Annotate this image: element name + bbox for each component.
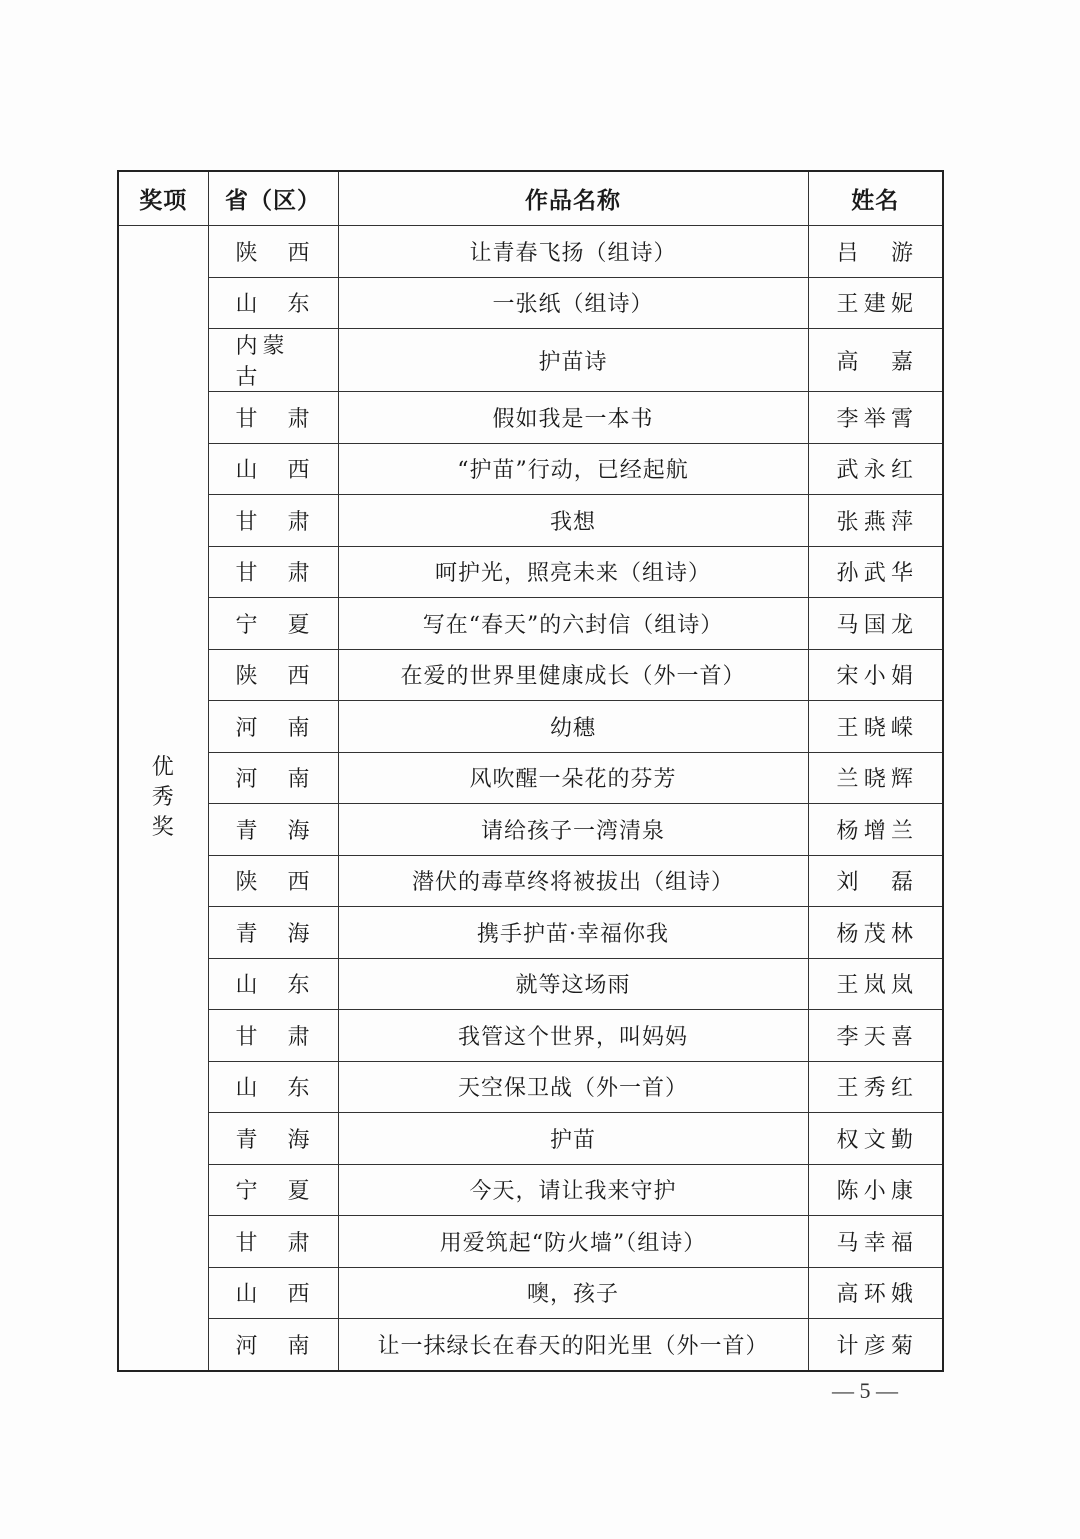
province-cell xyxy=(208,392,338,444)
work-title-cell: 在爱的世界里健康成长（外一首） xyxy=(338,649,808,701)
table-header xyxy=(118,171,943,226)
work-title-cell: 就等这场雨 xyxy=(338,958,808,1010)
author-name-cell: 王岚岚 xyxy=(808,958,943,1010)
province-cell xyxy=(208,701,338,753)
table-row xyxy=(118,1267,943,1319)
table-body xyxy=(118,226,943,1371)
author-name-cell: 王秀红 xyxy=(808,1061,943,1113)
work-title-cell: 天空保卫战（外一首） xyxy=(338,1061,808,1113)
table-row xyxy=(118,392,943,444)
province-label xyxy=(236,402,311,433)
header-work: 作品名称 xyxy=(338,171,808,226)
table-row xyxy=(118,546,943,598)
province-cell xyxy=(208,1061,338,1113)
province-cell xyxy=(208,855,338,907)
work-title-cell: 写在“春天”的六封信（组诗） xyxy=(338,598,808,650)
table-row xyxy=(118,701,943,753)
province-char: 内蒙古 xyxy=(235,334,290,390)
province-cell xyxy=(208,1010,338,1062)
province-cell xyxy=(208,1164,338,1216)
province-cell xyxy=(208,1267,338,1319)
table-row xyxy=(118,226,943,278)
province-label xyxy=(236,1277,311,1308)
province-char: 西 xyxy=(287,458,311,484)
author-name-cell: 刘磊 xyxy=(808,855,943,907)
work-title-cell: “护苗”行动，已经起航 xyxy=(338,443,808,495)
table-row xyxy=(118,907,943,959)
province-cell xyxy=(208,958,338,1010)
table-row xyxy=(118,495,943,547)
province-label xyxy=(236,453,311,484)
province-label xyxy=(236,329,311,391)
author-name-cell: 武永红 xyxy=(808,443,943,495)
province-label xyxy=(236,917,311,948)
province-label xyxy=(236,505,311,536)
province-char: 陕 xyxy=(235,664,259,690)
province-char: 陕 xyxy=(235,870,259,896)
award-category-cell xyxy=(118,226,208,1371)
header-row xyxy=(118,171,943,226)
page-number: — 5 — xyxy=(832,1378,898,1403)
table-row xyxy=(118,804,943,856)
work-title-cell: 噢，孩子 xyxy=(338,1267,808,1319)
province-label xyxy=(236,1123,311,1154)
province-char: 南 xyxy=(287,767,311,793)
province-label xyxy=(236,236,311,267)
province-char: 夏 xyxy=(287,1179,311,1205)
award-category-label: 优秀奖 xyxy=(151,754,175,840)
province-char: 肃 xyxy=(287,1024,311,1050)
author-name-cell: 吕游 xyxy=(808,226,943,278)
province-label xyxy=(236,865,311,896)
work-title-cell: 潜伏的毒草终将被拔出（组诗） xyxy=(338,855,808,907)
province-char: 西 xyxy=(287,240,311,266)
province-cell xyxy=(208,907,338,959)
province-char: 肃 xyxy=(287,509,311,535)
author-name-cell: 王晓嵘 xyxy=(808,701,943,753)
province-cell xyxy=(208,226,338,278)
author-name-cell: 陈小康 xyxy=(808,1164,943,1216)
province-char: 山 xyxy=(235,292,259,318)
table-row xyxy=(118,1216,943,1268)
province-cell xyxy=(208,1216,338,1268)
table-row xyxy=(118,1113,943,1165)
province-label xyxy=(236,608,311,639)
province-cell xyxy=(208,804,338,856)
province-char: 宁 xyxy=(235,1179,259,1205)
author-name-cell: 杨茂林 xyxy=(808,907,943,959)
province-char: 山 xyxy=(235,1076,259,1102)
province-char: 南 xyxy=(287,1333,311,1359)
province-char: 青 xyxy=(235,921,259,947)
province-label xyxy=(236,556,311,587)
work-title-cell: 护苗 xyxy=(338,1113,808,1165)
province-label xyxy=(236,762,311,793)
work-title-cell: 我想 xyxy=(338,495,808,547)
province-char: 肃 xyxy=(287,561,311,587)
province-label xyxy=(236,287,311,318)
work-title-cell: 一张纸（组诗） xyxy=(338,277,808,329)
table-row xyxy=(118,1061,943,1113)
author-name-cell: 高环娥 xyxy=(808,1267,943,1319)
author-name-cell: 杨增兰 xyxy=(808,804,943,856)
work-title-cell: 护苗诗 xyxy=(338,329,808,392)
work-title-cell: 风吹醒一朵花的芬芳 xyxy=(338,752,808,804)
table-row xyxy=(118,329,943,392)
province-label xyxy=(236,968,311,999)
province-label xyxy=(236,659,311,690)
author-name-cell: 马国龙 xyxy=(808,598,943,650)
work-title-cell: 让青春飞扬（组诗） xyxy=(338,226,808,278)
province-char: 西 xyxy=(287,870,311,896)
table-row xyxy=(118,1164,943,1216)
work-title-cell: 呵护光，照亮未来（组诗） xyxy=(338,546,808,598)
province-char: 河 xyxy=(235,767,259,793)
work-title-cell: 我管这个世界，叫妈妈 xyxy=(338,1010,808,1062)
work-title-cell: 今天，请让我来守护 xyxy=(338,1164,808,1216)
province-cell xyxy=(208,495,338,547)
header-province: 省（区） xyxy=(208,171,338,226)
province-cell xyxy=(208,1113,338,1165)
province-cell xyxy=(208,443,338,495)
author-name-cell: 兰晓辉 xyxy=(808,752,943,804)
province-label xyxy=(236,1020,311,1051)
province-label xyxy=(236,1329,311,1360)
province-cell xyxy=(208,1319,338,1371)
province-cell xyxy=(208,598,338,650)
work-title-cell: 请给孩子一湾清泉 xyxy=(338,804,808,856)
province-char: 青 xyxy=(235,818,259,844)
province-label xyxy=(236,814,311,845)
header-name: 姓名 xyxy=(808,171,943,226)
author-name-cell: 马幸福 xyxy=(808,1216,943,1268)
province-char: 山 xyxy=(235,973,259,999)
table-row xyxy=(118,958,943,1010)
province-char: 肃 xyxy=(287,1230,311,1256)
table-row xyxy=(118,598,943,650)
province-cell xyxy=(208,329,338,392)
table-row xyxy=(118,1010,943,1062)
author-name-cell: 孙武华 xyxy=(808,546,943,598)
province-char: 西 xyxy=(287,664,311,690)
author-name-cell: 李举霄 xyxy=(808,392,943,444)
work-title-cell: 用爱筑起“防火墙”（组诗） xyxy=(338,1216,808,1268)
province-char: 夏 xyxy=(287,612,311,638)
province-char: 东 xyxy=(287,292,311,318)
province-char: 山 xyxy=(235,1282,259,1308)
province-char: 河 xyxy=(235,1333,259,1359)
province-cell xyxy=(208,752,338,804)
author-name-cell: 宋小娟 xyxy=(808,649,943,701)
author-name-cell: 权文勤 xyxy=(808,1113,943,1165)
province-label xyxy=(236,1071,311,1102)
province-char: 陕 xyxy=(235,240,259,266)
author-name-cell: 李天喜 xyxy=(808,1010,943,1062)
work-title-cell: 让一抹绿长在春天的阳光里（外一首） xyxy=(338,1319,808,1371)
province-char: 南 xyxy=(287,715,311,741)
table-row xyxy=(118,855,943,907)
province-label xyxy=(236,711,311,742)
province-char: 宁 xyxy=(235,612,259,638)
author-name-cell: 王建妮 xyxy=(808,277,943,329)
province-char: 山 xyxy=(235,458,259,484)
work-title-cell: 携手护苗·幸福你我 xyxy=(338,907,808,959)
province-label xyxy=(236,1226,311,1257)
province-char: 甘 xyxy=(235,406,259,432)
province-char: 西 xyxy=(287,1282,311,1308)
province-char: 海 xyxy=(287,921,311,947)
province-cell xyxy=(208,546,338,598)
province-char: 甘 xyxy=(235,1230,259,1256)
province-char: 河 xyxy=(235,715,259,741)
table-row xyxy=(118,752,943,804)
author-name-cell: 计彦菊 xyxy=(808,1319,943,1371)
province-char: 青 xyxy=(235,1127,259,1153)
table-row xyxy=(118,649,943,701)
province-char: 肃 xyxy=(287,406,311,432)
table-row xyxy=(118,443,943,495)
table-row xyxy=(118,1319,943,1371)
province-char: 海 xyxy=(287,818,311,844)
province-cell xyxy=(208,277,338,329)
province-char: 甘 xyxy=(235,561,259,587)
province-char: 甘 xyxy=(235,1024,259,1050)
work-title-cell: 幼穗 xyxy=(338,701,808,753)
table-row xyxy=(118,277,943,329)
awards-table xyxy=(117,170,944,1372)
province-cell xyxy=(208,649,338,701)
province-char: 东 xyxy=(287,1076,311,1102)
province-label xyxy=(236,1174,311,1205)
header-award: 奖项 xyxy=(118,171,208,226)
work-title-cell: 假如我是一本书 xyxy=(338,392,808,444)
province-char: 海 xyxy=(287,1127,311,1153)
province-char: 东 xyxy=(287,973,311,999)
province-char: 甘 xyxy=(235,509,259,535)
author-name-cell: 张燕萍 xyxy=(808,495,943,547)
author-name-cell: 高嘉 xyxy=(808,329,943,392)
